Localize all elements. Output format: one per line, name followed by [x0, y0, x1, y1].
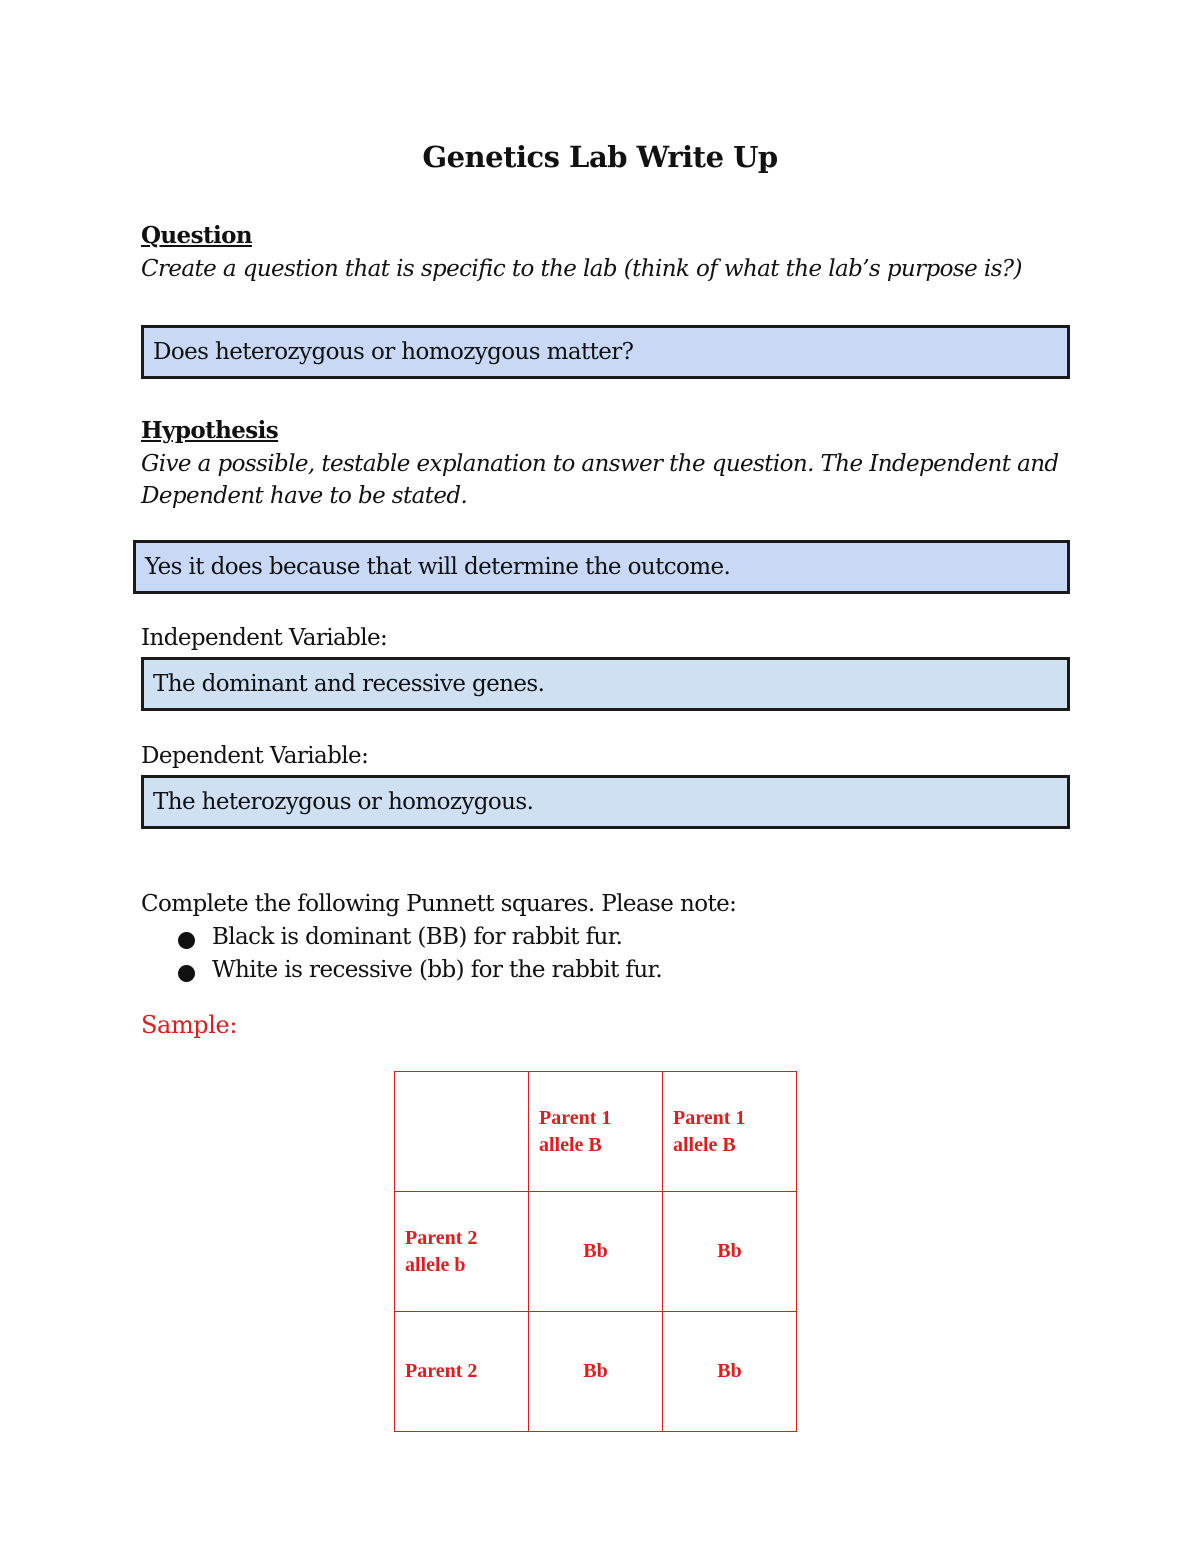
table-row	[395, 1192, 797, 1312]
note-item-dominant	[178, 921, 662, 954]
dependent-variable-answer-box[interactable]	[141, 775, 1070, 829]
hypothesis-heading: Hypothesis	[141, 417, 279, 444]
note-text: White is recessive (bb) for the rabbit fur.	[212, 957, 663, 983]
table-cell-row-label: Parent 2	[395, 1312, 529, 1432]
notes-list	[178, 921, 662, 987]
hypothesis-answer-box[interactable]	[133, 540, 1070, 594]
table-cell-empty	[395, 1072, 529, 1192]
table-cell-genotype: Bb	[529, 1312, 663, 1432]
independent-variable-answer-box[interactable]	[141, 657, 1070, 711]
table-cell-header: Parent 1 allele B	[663, 1072, 797, 1192]
punnett-intro: Complete the following Punnett squares. Please note:	[141, 891, 737, 917]
question-heading: Question	[141, 222, 252, 249]
document-title: Genetics Lab Write Up	[422, 140, 778, 174]
table-cell-genotype: Bb	[663, 1312, 797, 1432]
table-row	[395, 1312, 797, 1432]
punnett-square-table	[394, 1071, 797, 1432]
table-cell-header: Parent 1 allele B	[529, 1072, 663, 1192]
bullet-icon	[178, 965, 195, 982]
table-cell-genotype: Bb	[529, 1192, 663, 1312]
dependent-variable-answer-text: The heterozygous or homozygous.	[153, 789, 534, 815]
question-answer-box[interactable]	[141, 325, 1070, 379]
independent-variable-label: Independent Variable:	[141, 625, 388, 651]
table-row	[395, 1072, 797, 1192]
dependent-variable-label: Dependent Variable:	[141, 743, 369, 769]
independent-variable-answer-text: The dominant and recessive genes.	[153, 671, 545, 697]
bullet-icon	[178, 932, 195, 949]
table-cell-genotype: Bb	[663, 1192, 797, 1312]
hypothesis-answer-text: Yes it does because that will determine the outcome.	[145, 554, 731, 580]
question-answer-text: Does heterozygous or homozygous matter?	[153, 339, 634, 365]
note-item-recessive	[178, 954, 662, 987]
note-text: Black is dominant (BB) for rabbit fur.	[212, 924, 623, 950]
sample-label: Sample:	[141, 1011, 238, 1039]
hypothesis-instruction: Give a possible, testable explanation to answer the question. The Independent and Dependent have to be stated.	[141, 451, 1059, 509]
question-instruction: Create a question that is specific to the lab (think of what the lab’s purpose is?)	[141, 256, 1022, 282]
table-cell-row-label: Parent 2 allele b	[395, 1192, 529, 1312]
